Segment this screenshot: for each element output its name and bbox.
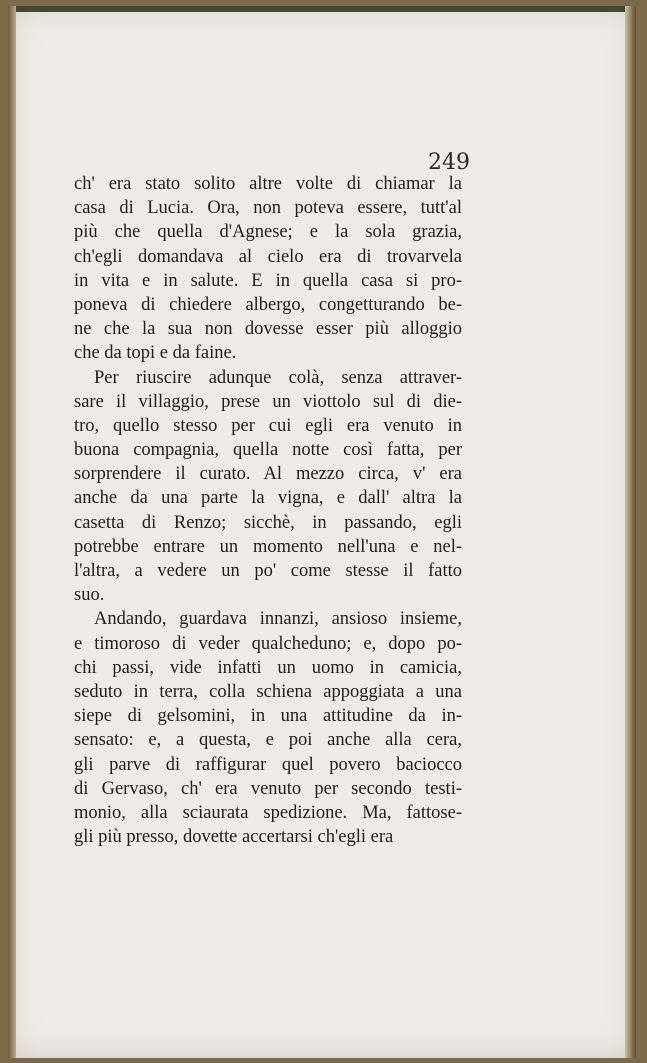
text-line: ne che la sua non dovesse esser più alloggio [74, 319, 462, 340]
text-line: monio, alla sciaurata spedizione. Ma, fattose- [74, 802, 462, 823]
text-line: suo. [74, 585, 105, 606]
left-page-edge [8, 6, 16, 1058]
body-text [74, 172, 462, 849]
text-line: di Gervaso, ch' era venuto per secondo testi- [74, 778, 462, 799]
text-line: tro, quello stesso per cui egli era venuto in [74, 415, 462, 436]
top-edge [8, 6, 636, 12]
text-line: ch' era stato solito altre volte di chiamar la [74, 174, 462, 194]
text-line: Per riuscire adunque colà, senza attraver- [94, 367, 462, 388]
text-line: casetta di Renzo; sicchè, in passando, egli [74, 512, 462, 533]
text-line: siepe di gelsomini, in una attitudine da in- [74, 706, 462, 727]
text-line: che da topi e da faine. [74, 343, 237, 364]
text-line: ch'egli domandava al cielo era di trovarvela [74, 246, 462, 267]
text-line: più che quella d'Agnese; e la sola grazia, [74, 222, 462, 243]
text-line: Andando, guardava innanzi, ansioso insieme, [94, 609, 462, 630]
text-line: potrebbe entrare un momento nell'una e nel- [74, 536, 462, 557]
text-line: sensato: e, a questa, e poi anche alla cera, [74, 730, 462, 751]
text-line: chi passi, vide infatti un uomo in camicia, [74, 657, 462, 678]
text-line: l'altra, a vedere un po' come stesse il fatto [74, 561, 462, 581]
text-line: sorprendere il curato. Al mezzo circa, v' era [74, 464, 462, 485]
text-line: gli più presso, dovette accertarsi ch'egli era [74, 827, 394, 848]
text-line: buona compagnia, quella notte così fatta, per [74, 440, 462, 461]
text-line: gli parve di raffigurar quel povero baciocco [74, 754, 462, 775]
right-page-edge [625, 6, 636, 1058]
text-line: poneva di chiedere albergo, congetturando be- [74, 294, 462, 315]
text-line: anche da una parte la vigna, e dall' altra la [74, 488, 462, 509]
text-line: sare il villaggio, prese un viottolo sul di die- [74, 391, 462, 412]
text-line: in vita e in salute. E in quella casa si pro- [74, 270, 462, 291]
text-line: e timoroso di veder qualcheduno; e, dopo po- [74, 633, 462, 654]
text-line: casa di Lucia. Ora, non poteva essere, tutt'al [74, 198, 462, 219]
page-number: 249 [428, 150, 470, 175]
text-line: seduto in terra, colla schiena appoggiata a una [74, 681, 462, 702]
